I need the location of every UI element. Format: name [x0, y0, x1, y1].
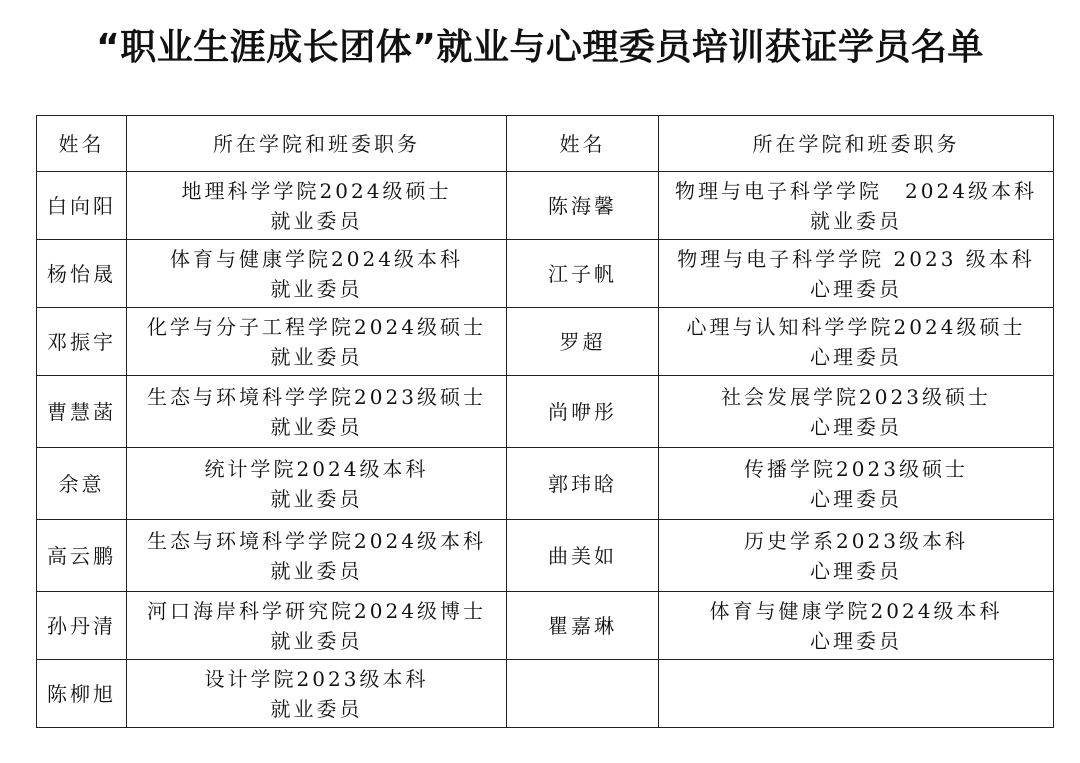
college-year: 传播学院2023级硕士 [744, 456, 968, 481]
class-role: 就业委员 [810, 208, 902, 233]
student-dept-cell [659, 376, 1054, 448]
student-name: 曲美如 [507, 520, 659, 592]
student-name: 罗超 [507, 308, 659, 376]
class-role: 心理委员 [810, 558, 902, 583]
table-header-row [37, 116, 1054, 172]
table-row [37, 592, 1054, 660]
student-dept-cell [127, 592, 507, 660]
college-year: 心理与认知科学学院2024级硕士 [686, 314, 1026, 339]
class-role: 心理委员 [810, 628, 902, 653]
table-row [37, 172, 1054, 240]
student-dept-cell [127, 376, 507, 448]
class-role: 就业委员 [270, 276, 363, 301]
table-row [37, 448, 1054, 520]
student-dept-cell [127, 448, 507, 520]
student-dept-cell [127, 308, 507, 376]
college-year: 河口海岸科学研究院2024级博士 [147, 598, 486, 623]
student-dept-cell [127, 172, 507, 240]
student-name: 陈海馨 [507, 172, 659, 240]
student-dept-cell [127, 660, 507, 728]
class-role: 心理委员 [810, 486, 902, 511]
class-role: 就业委员 [270, 628, 363, 653]
college-year: 物理与电子科学学院 2024级本科 [675, 178, 1037, 203]
class-role: 心理委员 [810, 414, 902, 439]
table-row [37, 240, 1054, 308]
student-dept-cell [659, 448, 1054, 520]
student-dept-cell [659, 172, 1054, 240]
student-dept-cell [659, 308, 1054, 376]
student-dept-cell [659, 240, 1054, 308]
table-row [37, 660, 1054, 728]
student-name: 高云鹏 [37, 520, 127, 592]
student-name: 尚咿彤 [507, 376, 659, 448]
student-name: 杨怡晟 [37, 240, 127, 308]
college-year: 生态与环境科学学院2023级硕士 [147, 384, 486, 409]
college-year: 化学与分子工程学院2024级硕士 [147, 314, 486, 339]
page-title: “职业生涯成长团体”就业与心理委员培训获证学员名单 [96, 27, 984, 68]
college-year: 生态与环境科学学院2024级本科 [147, 528, 486, 553]
college-year: 体育与健康学院2024级本科 [170, 246, 463, 271]
college-year: 统计学院2024级本科 [204, 456, 429, 481]
header-dept-left: 所在学院和班委职务 [127, 116, 507, 172]
student-name: 曹慧菡 [37, 376, 127, 448]
student-name: 陈柳旭 [37, 660, 127, 728]
college-year: 设计学院2023级本科 [204, 666, 429, 691]
empty-name-cell [507, 660, 659, 728]
class-role: 心理委员 [810, 344, 902, 369]
class-role: 就业委员 [270, 558, 363, 583]
college-year: 地理科学学院2024级硕士 [181, 178, 452, 203]
college-year: 体育与健康学院2024级本科 [709, 598, 1003, 623]
student-name: 江子帆 [507, 240, 659, 308]
student-dept-cell [659, 592, 1054, 660]
student-dept-cell [127, 520, 507, 592]
class-role: 就业委员 [270, 208, 363, 233]
class-role: 就业委员 [270, 414, 363, 439]
class-role: 心理委员 [810, 276, 902, 301]
student-name: 白向阳 [37, 172, 127, 240]
student-name: 瞿嘉琳 [507, 592, 659, 660]
student-name: 郭玮晗 [507, 448, 659, 520]
header-dept-right: 所在学院和班委职务 [659, 116, 1054, 172]
student-name: 孙丹清 [37, 592, 127, 660]
student-name: 余意 [37, 448, 127, 520]
class-role: 就业委员 [270, 486, 363, 511]
class-role: 就业委员 [270, 696, 363, 721]
student-name: 邓振宇 [37, 308, 127, 376]
header-name-right: 姓名 [507, 116, 659, 172]
header-name-left: 姓名 [37, 116, 127, 172]
roster-table [36, 115, 1054, 728]
empty-dept-cell [659, 660, 1054, 728]
table-row [37, 308, 1054, 376]
table-row [37, 376, 1054, 448]
table-row [37, 520, 1054, 592]
student-dept-cell [127, 240, 507, 308]
student-dept-cell [659, 520, 1054, 592]
college-year: 历史学系2023级本科 [744, 528, 968, 553]
college-year: 物理与电子科学学院 2023 级本科 [677, 246, 1035, 271]
class-role: 就业委员 [270, 344, 363, 369]
college-year: 社会发展学院2023级硕士 [721, 384, 991, 409]
